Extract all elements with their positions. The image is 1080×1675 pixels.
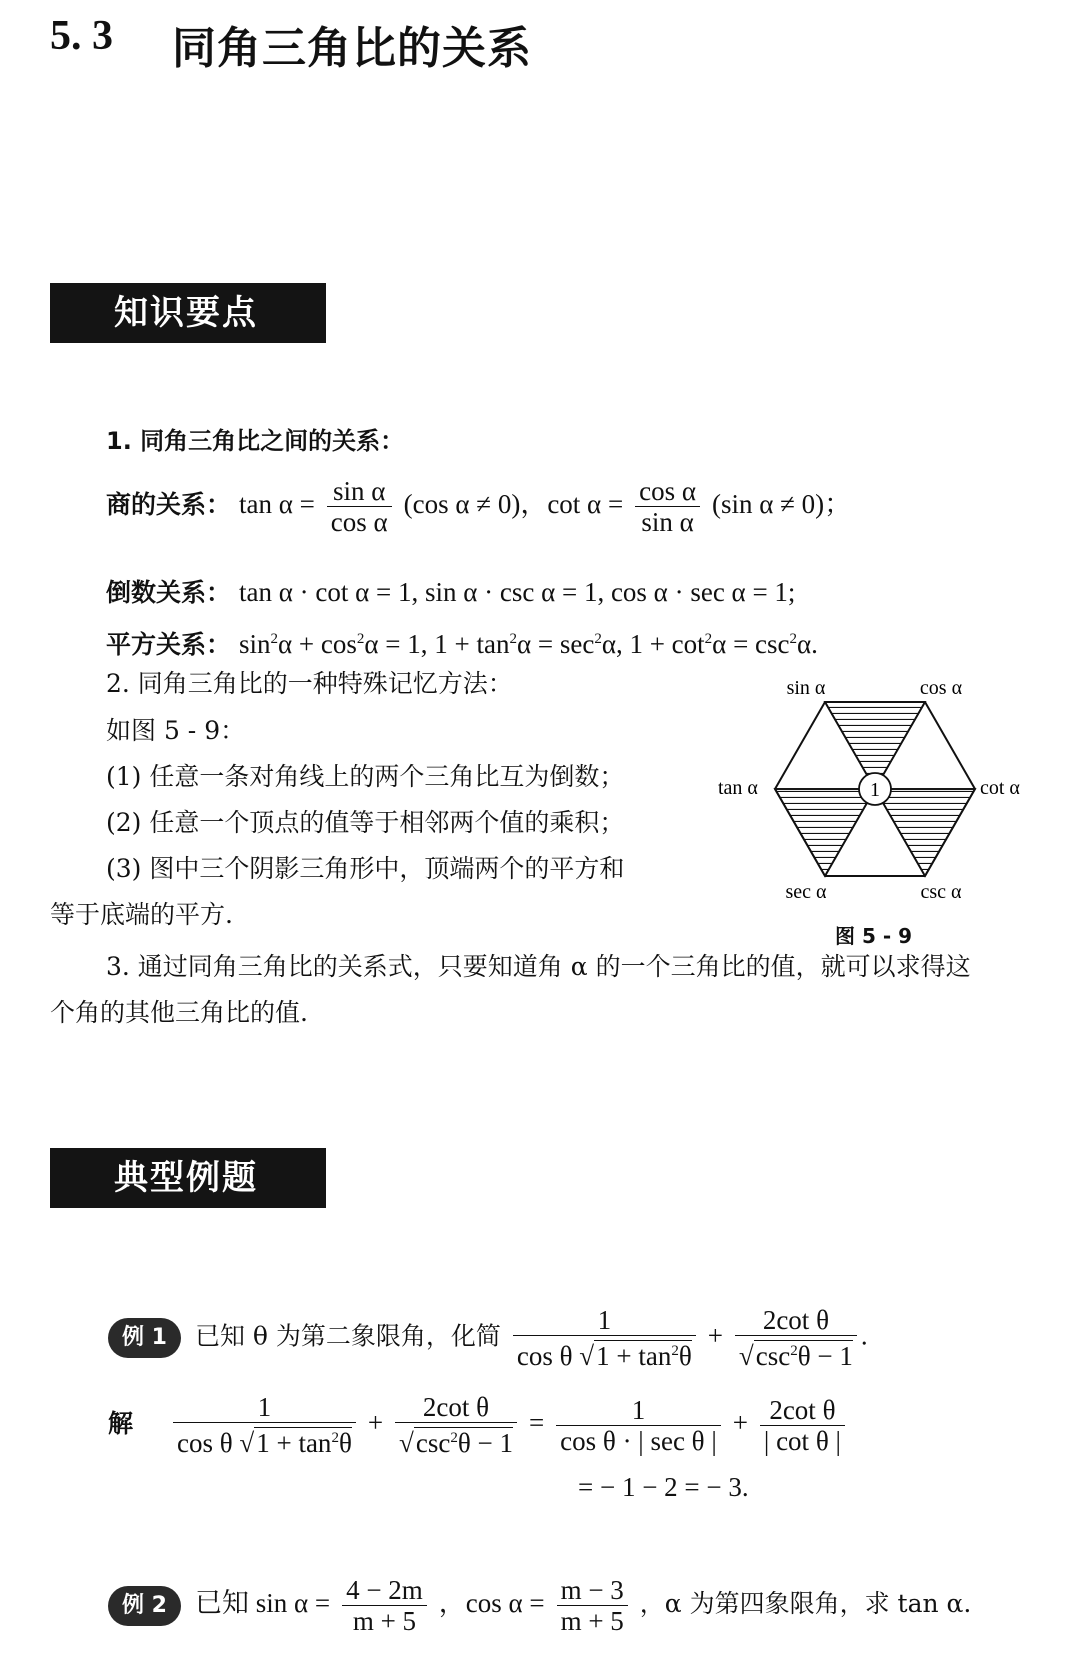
plus-sign: +: [707, 1320, 723, 1351]
den-part: 1 + tan: [256, 1428, 332, 1458]
reciprocal-formulas: tan α · cot α = 1, sin α · csc α = 1, cos α · sec α = 1;: [238, 577, 796, 607]
item2-point2: (2) 任意一个顶点的值等于相邻两个值的乘积；: [106, 808, 625, 837]
fraction-numerator: cos α: [635, 476, 700, 507]
exponent: 2: [450, 1430, 458, 1446]
plus-sign: +: [367, 1407, 384, 1438]
label-tan: tan α: [718, 777, 758, 799]
label-sec: sec α: [785, 881, 827, 903]
den-part: 1 + tan: [596, 1341, 672, 1371]
sqrt-body: [594, 1340, 692, 1371]
square-part: α + cos: [277, 629, 357, 659]
plus-sign: +: [732, 1407, 748, 1438]
item2-title: 2. 同角三角比的一种特殊记忆方法：: [106, 669, 513, 698]
exponent: 2: [356, 631, 365, 647]
label-cos: cos α: [919, 677, 963, 699]
fraction-denominator: [395, 1423, 517, 1458]
figure-caption: 图 5 - 9: [835, 924, 913, 948]
square-part: α = csc: [712, 629, 790, 659]
square-part: α = sec: [516, 629, 595, 659]
square-label: 平方关系：: [106, 630, 232, 659]
solution-label: 解: [108, 1408, 134, 1438]
quotient-cot-condition: (sin α ≠ 0)；: [711, 489, 852, 519]
square-relation: [106, 622, 818, 662]
quotient-tan-fraction: [327, 476, 392, 537]
fraction-numerator: 1: [556, 1395, 721, 1426]
reciprocal-label: 倒数关系：: [106, 578, 232, 607]
fraction-numerator: 2cot θ: [760, 1395, 845, 1426]
sqrt-body: [414, 1427, 513, 1458]
label-cot: cot α: [980, 777, 1020, 799]
fraction-numerator: 2cot θ: [395, 1392, 517, 1423]
fraction-numerator: 1: [513, 1305, 696, 1336]
example2-question: [108, 1575, 971, 1636]
example1-solution: [108, 1392, 849, 1458]
item1-title: 1. 同角三角比之间的关系：: [106, 427, 405, 455]
label-csc: csc α: [920, 881, 962, 903]
exponent: 2: [789, 631, 798, 647]
quotient-relation: [106, 476, 851, 537]
exponent: 2: [270, 631, 278, 647]
shaded-triangle-left: [775, 789, 875, 876]
den-part: csc: [755, 1341, 791, 1371]
sqrt-body: [754, 1340, 853, 1371]
item2-point3-cont: 等于底端的平方.: [50, 900, 233, 929]
fraction-numerator: 1: [173, 1392, 356, 1423]
example2-prompt-c: ，α 为第四象限角，求 tan α.: [639, 1589, 972, 1618]
square-part: α = 1, 1 + tan: [364, 629, 510, 659]
fraction-denominator: sin α: [641, 507, 694, 537]
den-part: √: [738, 1341, 754, 1371]
fraction-denominator: [735, 1336, 857, 1371]
item2-point3: (3) 图中三个阴影三角形中，顶端两个的平方和: [106, 854, 625, 883]
item3-line1: 3. 通过同角三角比的关系式，只要知道角 α 的一个三角比的值，就可以求得这: [106, 952, 971, 981]
item3-line2: 个角的其他三角比的值.: [50, 998, 308, 1027]
fraction-numerator: m − 3: [557, 1575, 628, 1606]
den-part: θ: [678, 1341, 692, 1371]
example1-badge: 例 1: [108, 1318, 181, 1358]
hexagon-mnemonic-figure: [716, 672, 1036, 904]
den-part: θ − 1: [797, 1341, 853, 1371]
square-part: α.: [797, 629, 818, 659]
exponent: 2: [509, 631, 517, 647]
solution-term2: [395, 1392, 517, 1458]
solution-term3: [556, 1395, 721, 1456]
knowledge-banner: 知识要点: [50, 283, 326, 343]
quotient-cot-fraction: [635, 476, 700, 537]
example1-term2: [735, 1305, 857, 1371]
example2-prompt-b: ，cos α =: [438, 1588, 545, 1618]
fraction-denominator: cos θ · | sec θ |: [560, 1425, 717, 1456]
example2-cos-fraction: [557, 1575, 628, 1636]
example2-sin-fraction: [342, 1575, 427, 1636]
section-number: 5. 3: [50, 13, 113, 59]
quotient-tan-lhs: tan α =: [238, 489, 315, 519]
fraction-numerator: 4 − 2m: [342, 1575, 427, 1606]
fraction-numerator: sin α: [327, 476, 392, 507]
example1-question: [108, 1305, 868, 1371]
equals-sign: =: [528, 1407, 545, 1438]
fraction-denominator: m + 5: [352, 1606, 417, 1636]
quotient-tan-condition: (cos α ≠ 0)，cot α =: [403, 489, 624, 519]
solution-term1: [173, 1392, 356, 1458]
example2-badge: 例 2: [108, 1586, 181, 1626]
den-part: θ − 1: [457, 1428, 513, 1458]
examples-banner: 典型例题: [50, 1148, 326, 1208]
center-label: 1: [870, 779, 880, 801]
label-sin: sin α: [786, 677, 826, 699]
square-part: α, 1 + cot: [601, 629, 705, 659]
solution-term4: [760, 1395, 845, 1456]
square-formulas: [239, 629, 818, 659]
fraction-denominator: [513, 1336, 696, 1371]
example1-result: = − 1 − 2 = − 3.: [578, 1472, 749, 1502]
section-title: 同角三角比的关系: [172, 23, 532, 74]
period: .: [860, 1320, 868, 1351]
item2-point1: (1) 任意一条对角线上的两个三角比互为倒数；: [106, 762, 625, 791]
fraction-denominator: cos α: [330, 507, 388, 537]
exponent: 2: [594, 631, 602, 647]
den-part: θ: [338, 1428, 352, 1458]
fraction-denominator: [173, 1423, 356, 1458]
shaded-triangle-right: [875, 789, 975, 876]
den-part: cos θ √: [516, 1341, 595, 1371]
den-part: √: [399, 1428, 414, 1458]
example2-prompt-a: 已知 sin α =: [194, 1588, 331, 1618]
fraction-denominator: | cot θ |: [763, 1425, 841, 1456]
exponent: 2: [671, 1343, 679, 1359]
exponent: 2: [790, 1343, 798, 1359]
exponent: 2: [704, 631, 713, 647]
sqrt-body: [254, 1427, 352, 1458]
quotient-label: 商的关系：: [106, 490, 232, 519]
exponent: 2: [331, 1430, 339, 1446]
fraction-numerator: 2cot θ: [735, 1305, 857, 1336]
den-part: csc: [415, 1428, 451, 1458]
den-part: cos θ √: [176, 1428, 255, 1458]
item2-see-figure: 如图 5 - 9：: [106, 716, 246, 745]
fraction-denominator: m + 5: [560, 1606, 624, 1636]
square-part: sin: [238, 629, 271, 659]
example1-term1: [513, 1305, 696, 1371]
example1-prompt: 已知 θ 为第二象限角，化简: [194, 1321, 501, 1351]
reciprocal-relation: [106, 575, 795, 610]
